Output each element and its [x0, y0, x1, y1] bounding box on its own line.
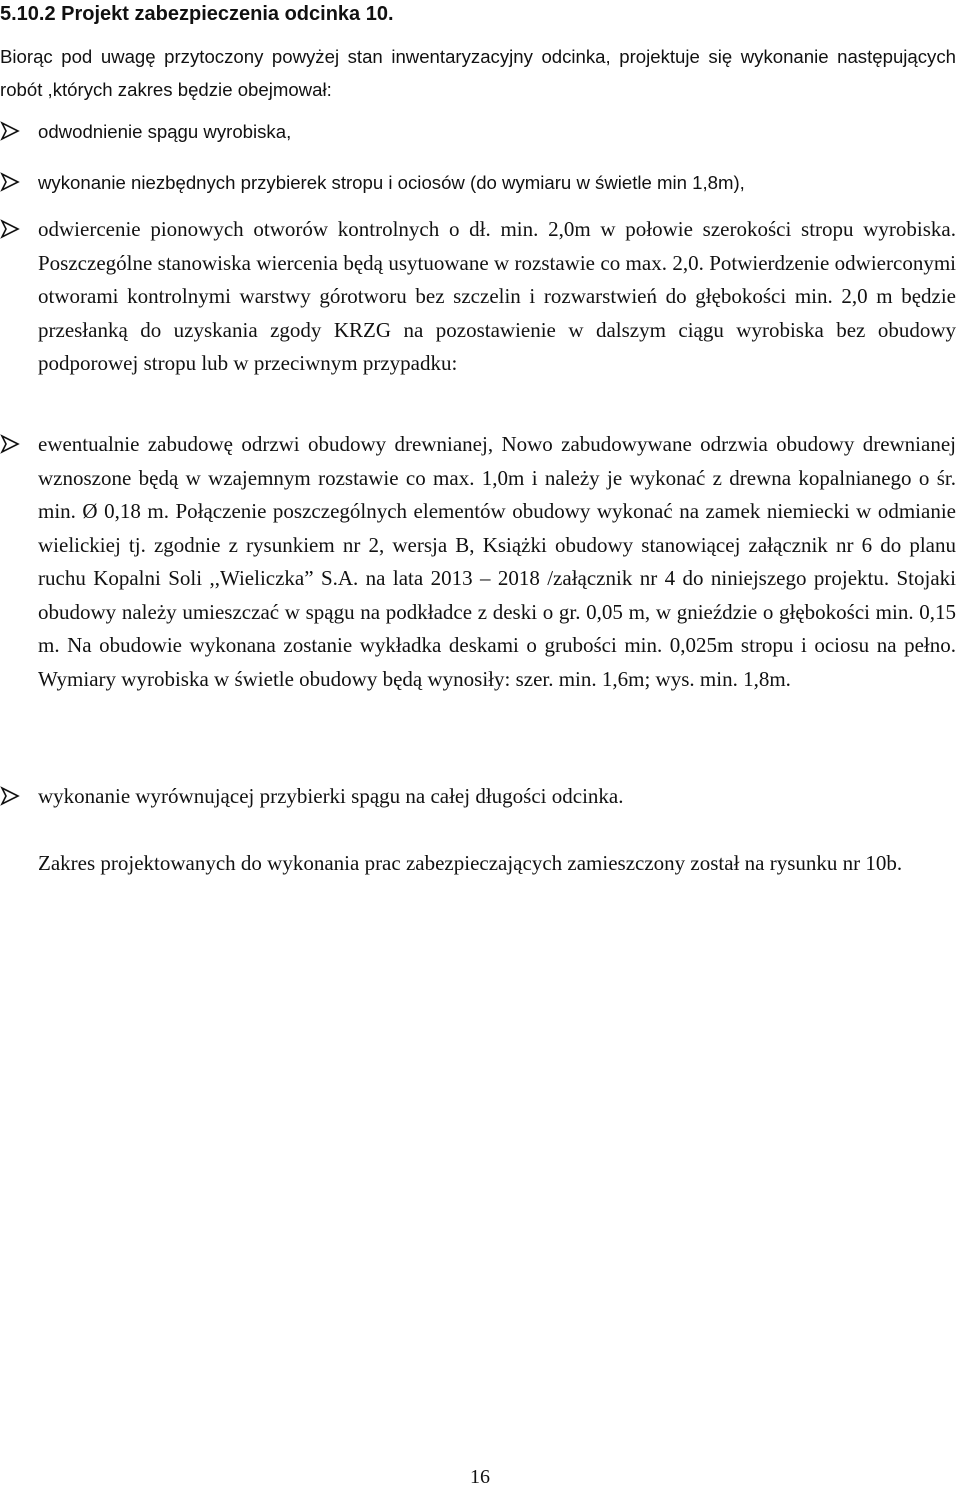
arrowhead-bullet-icon — [0, 172, 22, 194]
arrowhead-bullet-icon — [0, 434, 22, 456]
section-heading: 5.10.2 Projekt zabezpieczenia odcinka 10. — [0, 3, 394, 25]
list-item-text: odwodnienie spągu wyrobiska, — [38, 121, 292, 142]
list-item-text: ewentualnie zabudowę odrzwi obudowy drewnianej, Nowo zabudowywane odrzwia obudowy drewnianej wznoszone będą w wzajemnym rozstawie co max. 1,0m i należy je wykonać z drewna kopalnianego o śr. min. Ø 0,18 m. Połączenie poszczególnych elementów obudowy wykonać na zamek niemiecki w odmianie wielickiej tj. zgodnie z rysunkiem nr 2, wersja B, Książki obudowy stanowiącej załącznik nr 6 do planu ruchu Kopalni Soli ,,Wieliczka” S.A. na lata 2013 – 2018 /załącznik nr 4 do niniejszego projektu. Stojaki obudowy należy umieszczać w spągu na podkładce z deski o gr. 0,05 m, w gnieździe o głębokości min. 0,15 m. Na obudowie wykonana zostanie wykładka deskami o grubości min. 0,025m stropu i ociosu na pełno. Wymiary wyrobiska w świetle obudowy będą wynosiły: szer. min. 1,6m; wys. min. 1,8m. — [38, 432, 956, 691]
list-item-text: wykonanie niezbędnych przybierek stropu i ociosów (do wymiaru w świetle min 1,8m), — [38, 172, 745, 193]
arrowhead-bullet-icon — [0, 786, 22, 808]
intro-paragraph: Biorąc pod uwagę przytoczony powyżej stan inwentaryzacyjny odcinka, projektuje się wykonanie następujących robót ,których zakres będzie obejmował: — [0, 46, 956, 100]
arrowhead-bullet-icon — [0, 219, 22, 241]
arrowhead-bullet-icon — [0, 121, 22, 143]
closing-paragraph: Zakres projektowanych do wykonania prac zabezpieczających zamieszczony został na rysunku nr 10b. — [38, 851, 903, 875]
page-number: 16 — [470, 1466, 490, 1488]
list-item-text: wykonanie wyrównującej przybierki spągu na całej długości odcinka. — [38, 784, 624, 808]
list-item-text: odwiercenie pionowych otworów kontrolnych o dł. min. 2,0m w połowie szerokości stropu wyrobiska. Poszczególne stanowiska wiercenia będą usytuowane w rozstawie co max. 2,0. Potwierdzenie odwierconymi otworami kontrolnymi warstwy górotworu bez szczelin i rozwarstwień do głębokości min. 2,0 m będzie przesłanką do uzyskania zgody KRZG na pozostawienie w dalszym ciągu wyrobiska bez obudowy podporowej stropu lub w przeciwnym przypadku: — [38, 217, 956, 375]
